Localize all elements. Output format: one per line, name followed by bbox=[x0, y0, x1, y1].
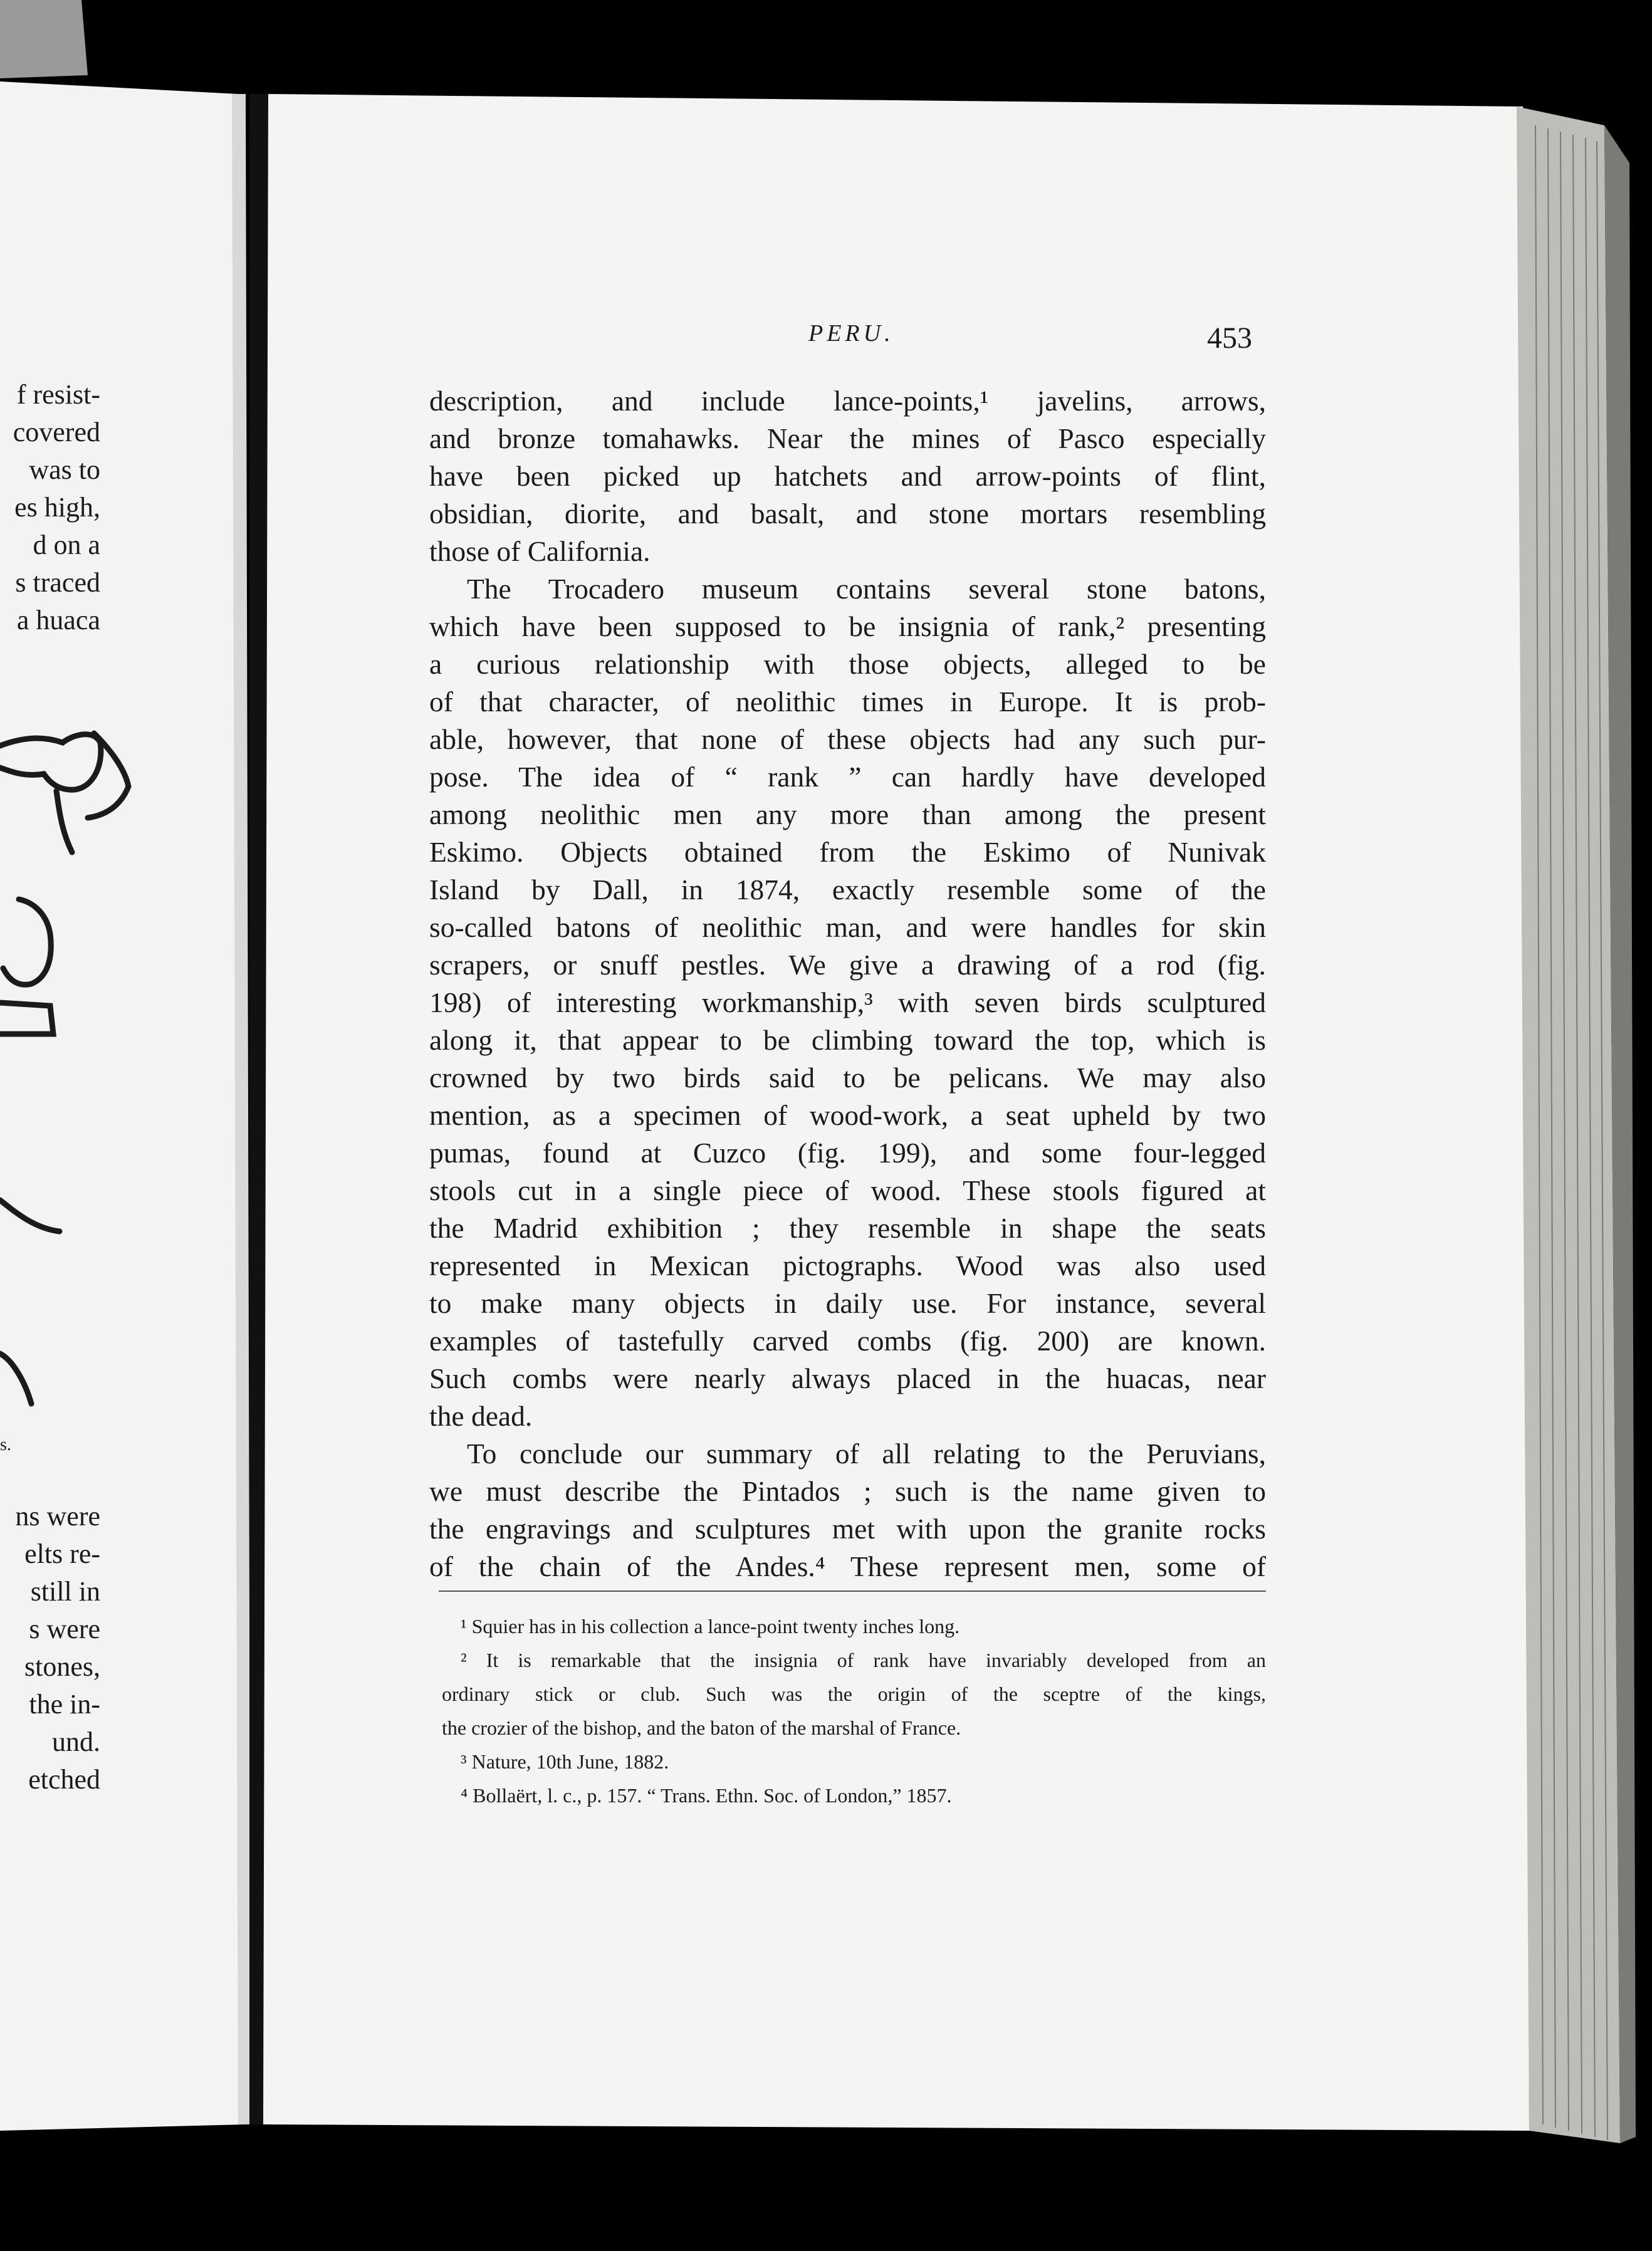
footnote bbox=[442, 1778, 1266, 1812]
footnote-line: the crozier of the bishop, and the baton of the marshal of France. bbox=[442, 1716, 961, 1739]
paragraph bbox=[429, 1435, 1266, 1585]
footnote-line: ² It is remarkable that the insignia of rank have invariably developed from an bbox=[461, 1649, 1266, 1671]
text-line: scrapers, or snuff pestles. We give a drawing of a rod (fig. bbox=[429, 949, 1266, 981]
left-page-line: s traced bbox=[15, 567, 100, 598]
left-page-line: s were bbox=[29, 1614, 100, 1644]
left-page-line: a huaca bbox=[16, 605, 100, 635]
footnote-line: ¹ Squier has in his collection a lance-point twenty inches long. bbox=[461, 1615, 960, 1637]
text-line: stools cut in a single piece of wood. These stools figured at bbox=[429, 1174, 1266, 1206]
body-text bbox=[429, 382, 1266, 1585]
text-line: The Trocadero museum contains several stone batons, bbox=[467, 573, 1266, 605]
text-line: among neolithic men any more than among the present bbox=[429, 798, 1266, 830]
text-line: a curious relationship with those objects, alleged to be bbox=[429, 648, 1266, 680]
footnote-line: ordinary stick or club. Such was the origin of the sceptre of the kings, bbox=[442, 1683, 1266, 1705]
text-line: the dead. bbox=[429, 1400, 533, 1432]
footnote-line: ⁴ Bollaërt, l. c., p. 157. “ Trans. Ethn. Soc. of London,” 1857. bbox=[461, 1784, 952, 1807]
text-line: and bronze tomahawks. Near the mines of Pasco especially bbox=[429, 422, 1266, 454]
footnote bbox=[442, 1643, 1266, 1745]
text-line: have been picked up hatchets and arrow-points of flint, bbox=[429, 460, 1266, 492]
left-page-caption-fragment: s. bbox=[0, 1435, 11, 1455]
footnote bbox=[442, 1745, 1266, 1778]
text-line: examples of tastefully carved combs (fig. 200) are known. bbox=[429, 1325, 1266, 1357]
left-page-line: es high, bbox=[14, 492, 100, 523]
left-page-line: d on a bbox=[33, 530, 100, 560]
text-line: which have been supposed to be insignia of rank,² presenting bbox=[429, 610, 1266, 642]
footnote bbox=[442, 1609, 1266, 1643]
footnote-rule bbox=[439, 1590, 1266, 1592]
text-line: pumas, found at Cuzco (fig. 199), and some four-legged bbox=[429, 1137, 1266, 1169]
text-line: the engravings and sculptures met with upon the granite rocks bbox=[429, 1513, 1266, 1545]
text-line: represented in Mexican pictographs. Wood was also used bbox=[429, 1250, 1266, 1282]
left-page-line: elts re- bbox=[24, 1538, 100, 1569]
left-page-line: covered bbox=[13, 417, 100, 447]
running-head: PERU. bbox=[808, 320, 894, 347]
left-page-line: f resist- bbox=[16, 379, 100, 410]
text-line: to make many objects in daily use. For instance, several bbox=[429, 1287, 1266, 1319]
footnotes bbox=[442, 1609, 1266, 1812]
text-line: obsidian, diorite, and basalt, and stone mortars resembling bbox=[429, 498, 1266, 530]
left-page-line: was to bbox=[29, 454, 100, 485]
text-line: 198) of interesting workmanship,³ with seven birds sculptured bbox=[429, 986, 1266, 1018]
text-line: of the chain of the Andes.⁴ These represent men, some of bbox=[429, 1550, 1266, 1582]
left-page-line: etched bbox=[28, 1764, 100, 1795]
left-page-line: ns were bbox=[15, 1501, 100, 1532]
text-line: mention, as a specimen of wood-work, a seat upheld by two bbox=[429, 1099, 1266, 1131]
paragraph bbox=[429, 382, 1266, 570]
text-line: pose. The idea of “ rank ” can hardly have developed bbox=[429, 761, 1266, 793]
left-page-line: stones, bbox=[24, 1651, 100, 1682]
text-line: Such combs were nearly always placed in the huacas, near bbox=[429, 1362, 1266, 1394]
text-line: Eskimo. Objects obtained from the Eskimo of Nunivak bbox=[429, 836, 1266, 868]
text-line: To conclude our summary of all relating to the Peruvians, bbox=[467, 1438, 1266, 1470]
text-line: description, and include lance-points,¹ javelins, arrows, bbox=[429, 385, 1266, 417]
left-page-lower-lines bbox=[0, 1498, 100, 1799]
text-line: the Madrid exhibition ; they resemble in shape the seats bbox=[429, 1212, 1266, 1244]
text-line: of that character, of neolithic times in Europe. It is prob- bbox=[429, 686, 1266, 718]
text-line: so-called batons of neolithic man, and were handles for skin bbox=[429, 911, 1266, 943]
text-line: those of California. bbox=[429, 535, 651, 567]
left-page-line: und. bbox=[52, 1726, 100, 1757]
left-page-line: still in bbox=[30, 1576, 100, 1607]
text-line: Island by Dall, in 1874, exactly resemble some of the bbox=[429, 874, 1266, 906]
text-line: we must describe the Pintados ; such is the name given to bbox=[429, 1475, 1266, 1507]
footnote-line: ³ Nature, 10th June, 1882. bbox=[461, 1750, 669, 1773]
text-line: able, however, that none of these objects had any such pur- bbox=[429, 723, 1266, 755]
left-page-line: the in- bbox=[29, 1689, 100, 1720]
text-line: along it, that appear to be climbing toward the top, which is bbox=[429, 1024, 1266, 1056]
text-line: crowned by two birds said to be pelicans. We may also bbox=[429, 1062, 1266, 1094]
paragraph bbox=[429, 570, 1266, 1435]
left-page-upper-lines bbox=[0, 376, 100, 639]
page-number: 453 bbox=[1207, 321, 1252, 355]
